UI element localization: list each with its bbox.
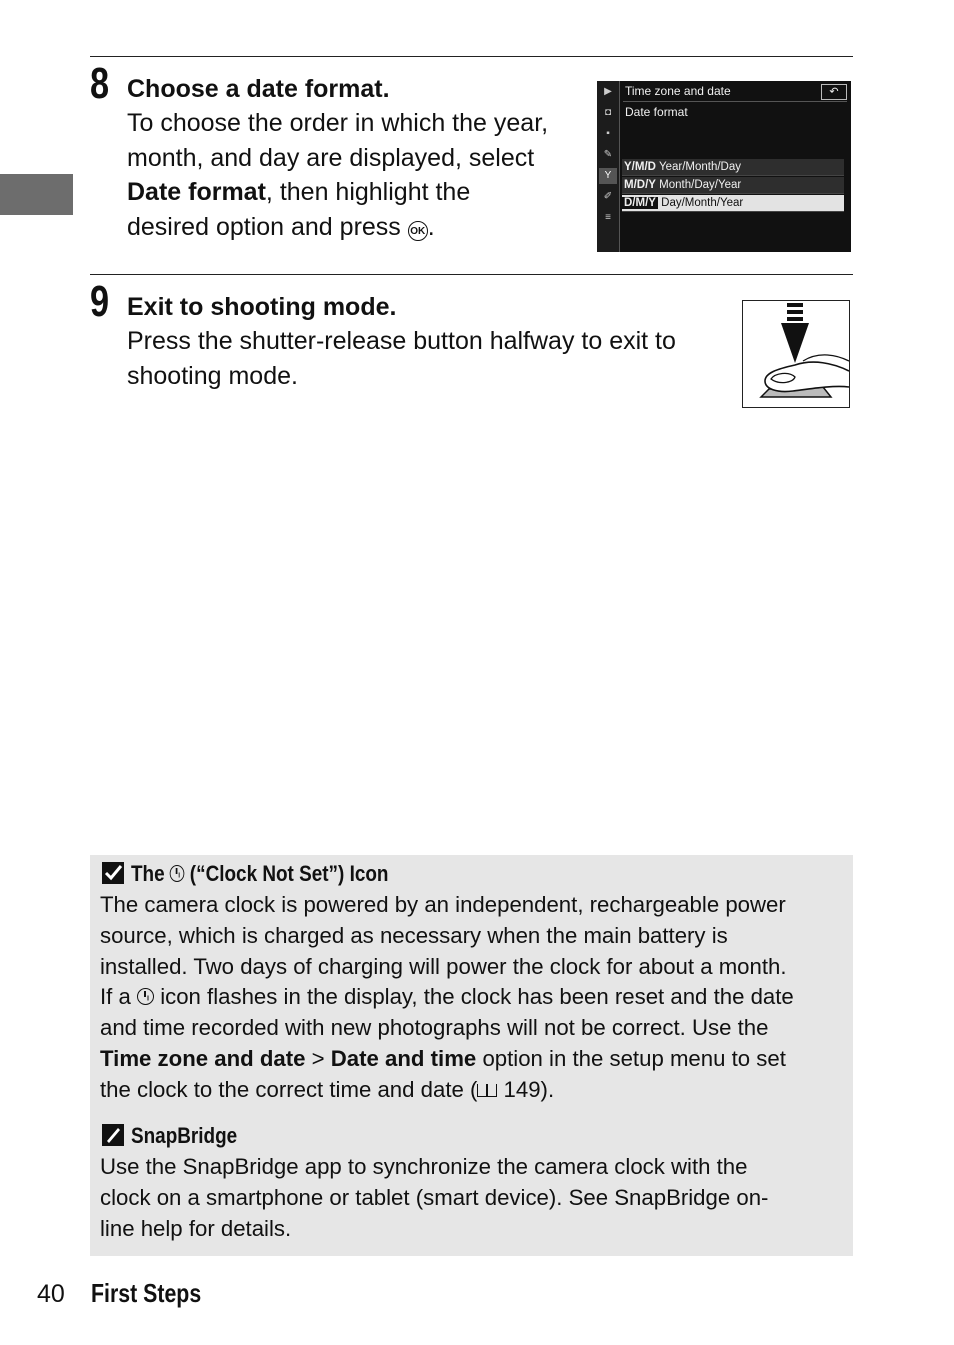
caution-check-icon xyxy=(102,862,124,884)
step-8-number: 8 xyxy=(90,59,110,108)
note-pencil-icon xyxy=(102,1124,124,1146)
camera-menu-screen xyxy=(597,81,851,252)
step-9-body xyxy=(127,324,727,393)
step-9-line-2: shooting mode. xyxy=(127,361,298,390)
snapbridge-heading: SnapBridge xyxy=(131,1123,238,1148)
date-option-ymd: Y/M/D Year/Month/Day xyxy=(622,159,844,176)
step-8-divider xyxy=(90,56,853,57)
step-8-body xyxy=(127,106,587,244)
my-menu-icon: ≡ xyxy=(605,212,611,223)
time-zone-and-date-term: Time zone and date xyxy=(100,1045,306,1071)
step-9-line-1: Press the shutter-release button halfway to exit to xyxy=(127,327,676,355)
ok-button-icon: OK xyxy=(408,221,428,241)
play-icon: ▶ xyxy=(604,86,612,97)
movie-icon: ▪ xyxy=(606,128,610,139)
step-9-divider xyxy=(90,274,853,275)
wrench-icon: Y xyxy=(599,168,617,184)
pencil-icon: ✎ xyxy=(603,149,613,160)
date-option-mdy: M/D/Y Month/Day/Year xyxy=(622,177,844,194)
chapter-tab-marker xyxy=(0,174,73,215)
shutter-press-illustration xyxy=(742,300,850,408)
step-8-line-4: desired option and press OK . xyxy=(127,212,435,241)
camera-icon: ◘ xyxy=(604,107,612,118)
page-reference-icon xyxy=(477,1084,497,1097)
camera-menu-title: Time zone and date xyxy=(625,84,731,98)
clock-not-set-icon xyxy=(170,865,185,882)
camera-menu-title-rule xyxy=(623,101,847,102)
date-format-term: Date format xyxy=(127,178,266,206)
back-icon: ↶ xyxy=(821,84,847,100)
date-option-dmy-selected: D/M/Y Day/Month/Year xyxy=(622,195,844,212)
clock-note-body: The camera clock is powered by an independent, rechargeable power source, which is charged as necessary when the main battery is installed. Two days of charging will power the clock for about a month. If a icon flashes in the display, the clock has been reset and the date and time recorded with new photographs will not be correct. Use the Time zone and date > Date and time option in the setup menu to set the clock to the correct time and date ( 149). xyxy=(100,892,794,1102)
page-number: 40 xyxy=(37,1280,65,1308)
step-8-line-3: Date format, then highlight the xyxy=(127,178,471,206)
snapbridge-body: Use the SnapBridge app to synchronize the camera clock with the clock on a smartphone or tablet (smart device). See SnapBridge on- line help for details. xyxy=(100,1154,769,1241)
camera-menu-subtitle: Date format xyxy=(625,105,688,119)
retouch-icon: ✐ xyxy=(603,191,613,202)
finger-press-icon xyxy=(743,301,849,407)
clock-not-set-icon xyxy=(137,988,154,1005)
step-8-line-2: month, and day are displayed, select xyxy=(127,143,535,172)
clock-note-heading: The (“Clock Not Set”) Icon xyxy=(131,861,389,886)
camera-menu-sidebar xyxy=(597,81,620,252)
step-9-number: 9 xyxy=(90,277,110,326)
step-9-title: Exit to shooting mode. xyxy=(127,293,397,321)
date-and-time-term: Date and time xyxy=(330,1045,477,1071)
step-8-line-1: To choose the order in which the year, xyxy=(127,109,549,137)
step-8-title: Choose a date format. xyxy=(127,75,390,103)
section-title: First Steps xyxy=(91,1278,202,1308)
